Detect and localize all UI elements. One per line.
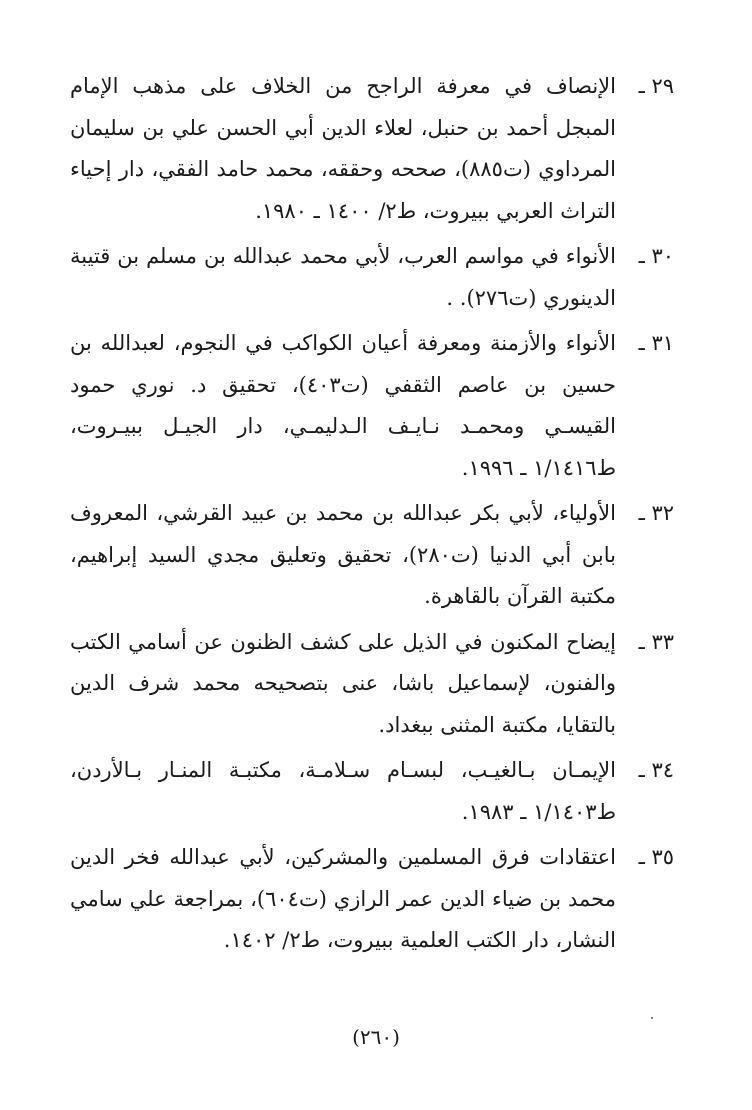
bibliography-entry-32 — [70, 493, 674, 618]
entry-text: اعتقادات فرق المسلمين والمشركين، لأبي عبدالله فخر الدين محمد بن ضياء الدين عمر الرازي (ت٦٠٤)، بمراجعة علي سامي النشار، دار الكتب العلمية ببيروت، ط٢/ ١٤٠٢. — [70, 845, 616, 952]
entry-text: الأنواء والأزمنة ومعرفة أعيان الكواكب في النجوم، لعبدالله بن حسين بن عاصم الثقفي (ت٤٠٣)، تحقيق د. نوري حمود القيسـي ومحمـد نـايـف الـدليمـي، دار الجيـل ببيـروت، ط١/١٤١٦ ـ ١٩٩٦. — [70, 331, 617, 480]
bibliography-entry-35 — [70, 837, 674, 962]
page-number: (٢٦٠) — [352, 1025, 400, 1049]
bibliography-entry-29 — [70, 66, 674, 232]
bibliography-entry-30 — [70, 236, 674, 319]
entry-number: ٣١ ـ — [638, 331, 674, 355]
entry-number: ٣٥ ـ — [638, 845, 674, 869]
entry-number: ٣٤ ـ — [638, 758, 674, 782]
entry-number: ٢٩ ـ — [638, 74, 674, 98]
entry-text: الإيمـان بـالغيـب، لبسـام سـلامـة، مكتبـة المنـار بـالأردن، ط١/١٤٠٣ ـ ١٩٨٣. — [70, 758, 616, 824]
entry-number: ٣٢ ـ — [638, 501, 674, 525]
entry-text: الأولياء، لأبي بكر عبدالله بن محمد بن عبيد القرشي، المعروف بابن أبي الدنيا (ت٢٨٠)، تحقيق وتعليق مجدي السيد إبراهيم، مكتبة القرآن بالقاهرة. — [70, 501, 616, 608]
entry-text: إيضاح المكنون في الذيل على كشف الظنون عن أسامي الكتب والفنون، لإسماعيل باشا، عنى بتصحيحه محمد شرف الدين بالتقايا، مكتبة المثنى ببغداد. — [70, 629, 616, 737]
print-speck — [651, 1017, 653, 1019]
entry-number: ٣٠ ـ — [638, 244, 674, 268]
entry-text: الأنواء في مواسم العرب، لأبي محمد عبدالله بن مسلم بن قتيبة الدينوري (ت٢٧٦). . — [70, 244, 616, 310]
bibliography-list — [70, 66, 674, 966]
entry-text: الإنصاف في معرفة الراجح من الخلاف على مذهب الإمام المبجل أحمد بن حنبل، لعلاء الدين أبي الحسن علي بن سليمان المرداوي (ت٨٨٥)، صححه وحققه، محمد حامد الفقي، دار إحياء التراث العربي ببيروت، ط٢/ ١٤٠٠ ـ ١٩٨٠. — [70, 74, 616, 223]
bibliography-entry-33 — [70, 622, 674, 747]
bibliography-entry-31 — [70, 323, 674, 489]
bibliography-entry-34 — [70, 750, 674, 833]
entry-number: ٣٣ ـ — [638, 629, 674, 654]
